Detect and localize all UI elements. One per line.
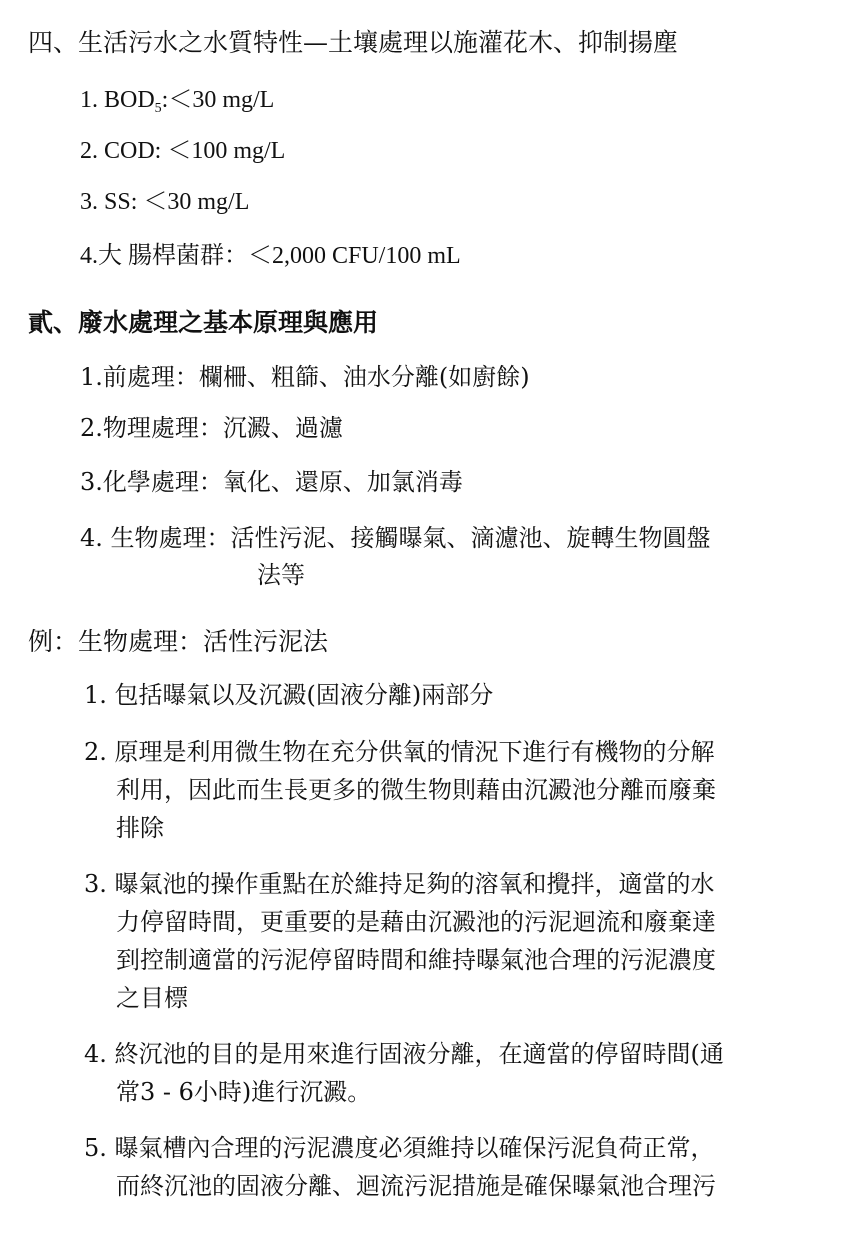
water-quality-item-coliform: 4.大 腸桿菌群：＜2,000 CFU/100 mL xyxy=(80,243,461,269)
example-line-2-cont-b: 排除 xyxy=(116,814,164,842)
example-line-3-cont-c: 之目標 xyxy=(116,984,188,1012)
treatment-item-biological: 4. 生物處理：活性污泥、接觸曝氣、滴濾池、旋轉生物圓盤 xyxy=(80,524,711,552)
example-line-4-cont: 常3 - 6小時)進行沉澱。 xyxy=(116,1078,372,1106)
water-quality-item-ss: 3. SS: ＜30 mg/L xyxy=(80,189,250,215)
section-4-title: 四、生活污水之水質特性—土壤處理以施灌花木、抑制揚塵 xyxy=(28,28,679,57)
example-title: 例：生物處理：活性污泥法 xyxy=(28,627,329,656)
section-2-title: 貳、廢水處理之基本原理與應用 xyxy=(28,308,379,337)
treatment-item-chemical: 3.化學處理：氧化、還原、加氯消毒 xyxy=(80,468,463,496)
treatment-item-physical: 2.物理處理：沉澱、過濾 xyxy=(80,414,343,442)
example-line-4: 4. 終沉池的目的是用來進行固液分離，在適當的停留時間(通 xyxy=(84,1040,724,1068)
bod-label: 1. BOD xyxy=(80,87,155,113)
example-line-5-cont: 而終沉池的固液分離、迴流污泥措施是確保曝氣池合理污 xyxy=(116,1172,716,1200)
treatment-item-pre: 1.前處理：欄柵、粗篩、油水分離(如廚餘) xyxy=(80,363,530,391)
example-line-2: 2. 原理是利用微生物在充分供氧的情況下進行有機物的分解 xyxy=(84,738,715,766)
water-quality-item-cod: 2. COD: ＜100 mg/L xyxy=(80,138,286,164)
treatment-item-biological-cont: 法等 xyxy=(257,561,305,589)
example-line-1: 1. 包括曝氣以及沉澱(固液分離)兩部分 xyxy=(84,681,494,709)
water-quality-item-bod xyxy=(80,85,274,124)
example-line-3-cont-a: 力停留時間，更重要的是藉由沉澱池的污泥迴流和廢棄達 xyxy=(116,908,716,936)
example-line-2-cont-a: 利用，因此而生長更多的微生物則藉由沉澱池分離而廢棄 xyxy=(116,776,716,804)
example-line-5: 5. 曝氣槽內合理的污泥濃度必須維持以確保污泥負荷正常， xyxy=(84,1134,715,1162)
example-line-3-cont-b: 到控制適當的污泥停留時間和維持曝氣池合理的污泥濃度 xyxy=(116,946,716,974)
bod-subscript: 5 xyxy=(154,101,162,116)
bod-value: :＜30 mg/L xyxy=(161,87,275,113)
example-line-3: 3. 曝氣池的操作重點在於維持足夠的溶氧和攪拌，適當的水 xyxy=(84,870,715,898)
